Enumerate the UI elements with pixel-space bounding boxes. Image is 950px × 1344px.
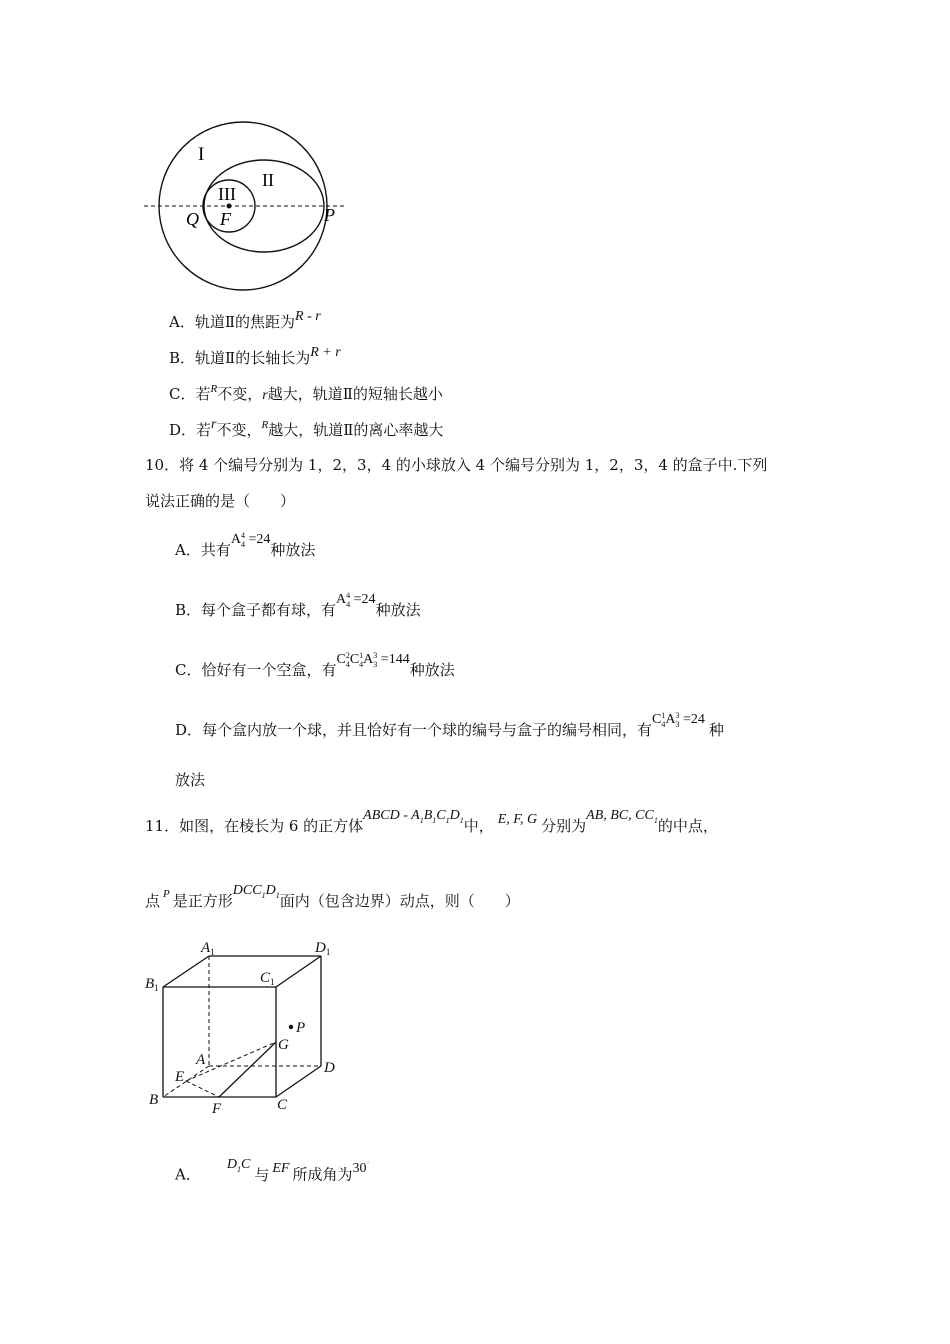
focus-point: [227, 204, 232, 209]
q9-option-c: C．若$^R$不变，r越大，轨道Ⅱ的短轴长越小: [169, 383, 443, 403]
segment-E-F: [186, 1081, 219, 1097]
q10-option-a: A．共有A 4 4 =24种放法: [175, 530, 316, 559]
q11-option-a: A．$D_1C$与 EF 所成角为30°: [175, 1156, 370, 1184]
q10-option-b: B．每个盒子都有球，有A 4 4 =24种放法: [175, 590, 421, 619]
label-point-F: F: [220, 209, 231, 229]
label-A1: $A_1$: [201, 940, 215, 957]
label-orbit-II: II: [262, 170, 274, 190]
edge-B1-A1: [163, 956, 209, 987]
label-A: A: [196, 1052, 206, 1068]
point-P-dot: [289, 1025, 293, 1029]
label-C1: $C_1$: [260, 970, 275, 987]
label-orbit-I: I: [198, 144, 205, 165]
q10-stem-line2: 说法正确的是（ ）: [145, 492, 296, 510]
q11-stem-line1: 11．如图，在棱长为 6 的正方体ABCD - $A_1B_1C_1D_1$中， E, F, G 分别为AB, BC, $CC_1$的中点，: [145, 808, 718, 835]
label-point-Q: Q: [186, 209, 199, 229]
q10-stem-line1: 10．将 4 个编号分别为 1，2，3，4 的小球放入 4 个编号分别为 1，2，3，4 的盒子中.下列: [145, 456, 768, 474]
q9-option-b: B．轨道Ⅱ的长轴长为R + r: [169, 345, 341, 367]
label-E: E: [175, 1069, 185, 1085]
q9-option-d: D．若r不变，$^R$越大，轨道Ⅱ的离心率越大: [169, 417, 444, 439]
q10-option-c: C．恰好有一个空盒，有C 2 4 C 1 4 A 3 3 =144种放法: [175, 650, 455, 679]
q9-a-math: R - r: [295, 309, 321, 324]
segment-F-G: [219, 1042, 276, 1097]
cube-diagram: [140, 935, 340, 1115]
q9-option-a: A．轨道Ⅱ的焦距为R - r: [169, 309, 321, 331]
label-C: C: [277, 1097, 288, 1113]
edge-C1-D1: [276, 956, 321, 987]
label-F: F: [212, 1101, 222, 1115]
label-B1: $B_1$: [145, 976, 159, 993]
label-orbit-III: III: [218, 184, 236, 204]
label-B: B: [149, 1092, 159, 1108]
label-D: D: [324, 1060, 335, 1076]
q10-option-d: D．每个盒内放一个球，并且恰好有一个球的编号与盒子的编号相同，有C 1 4 A 3 3 =24种: [175, 710, 724, 739]
label-point-P: P: [324, 205, 335, 225]
edge-C-D: [276, 1066, 321, 1097]
label-P: P: [296, 1020, 306, 1036]
q9-b-math: R + r: [310, 345, 341, 360]
orbit-diagram: [138, 118, 358, 298]
label-D1: $D_1$: [315, 940, 331, 957]
q10-option-d-line2: 放法: [175, 771, 206, 789]
q11-stem-line2: 点 $^P$ 是正方形$DCC_1D_1$面内（包含边界）动点，则（ ）: [145, 883, 520, 910]
label-G: G: [278, 1037, 289, 1053]
